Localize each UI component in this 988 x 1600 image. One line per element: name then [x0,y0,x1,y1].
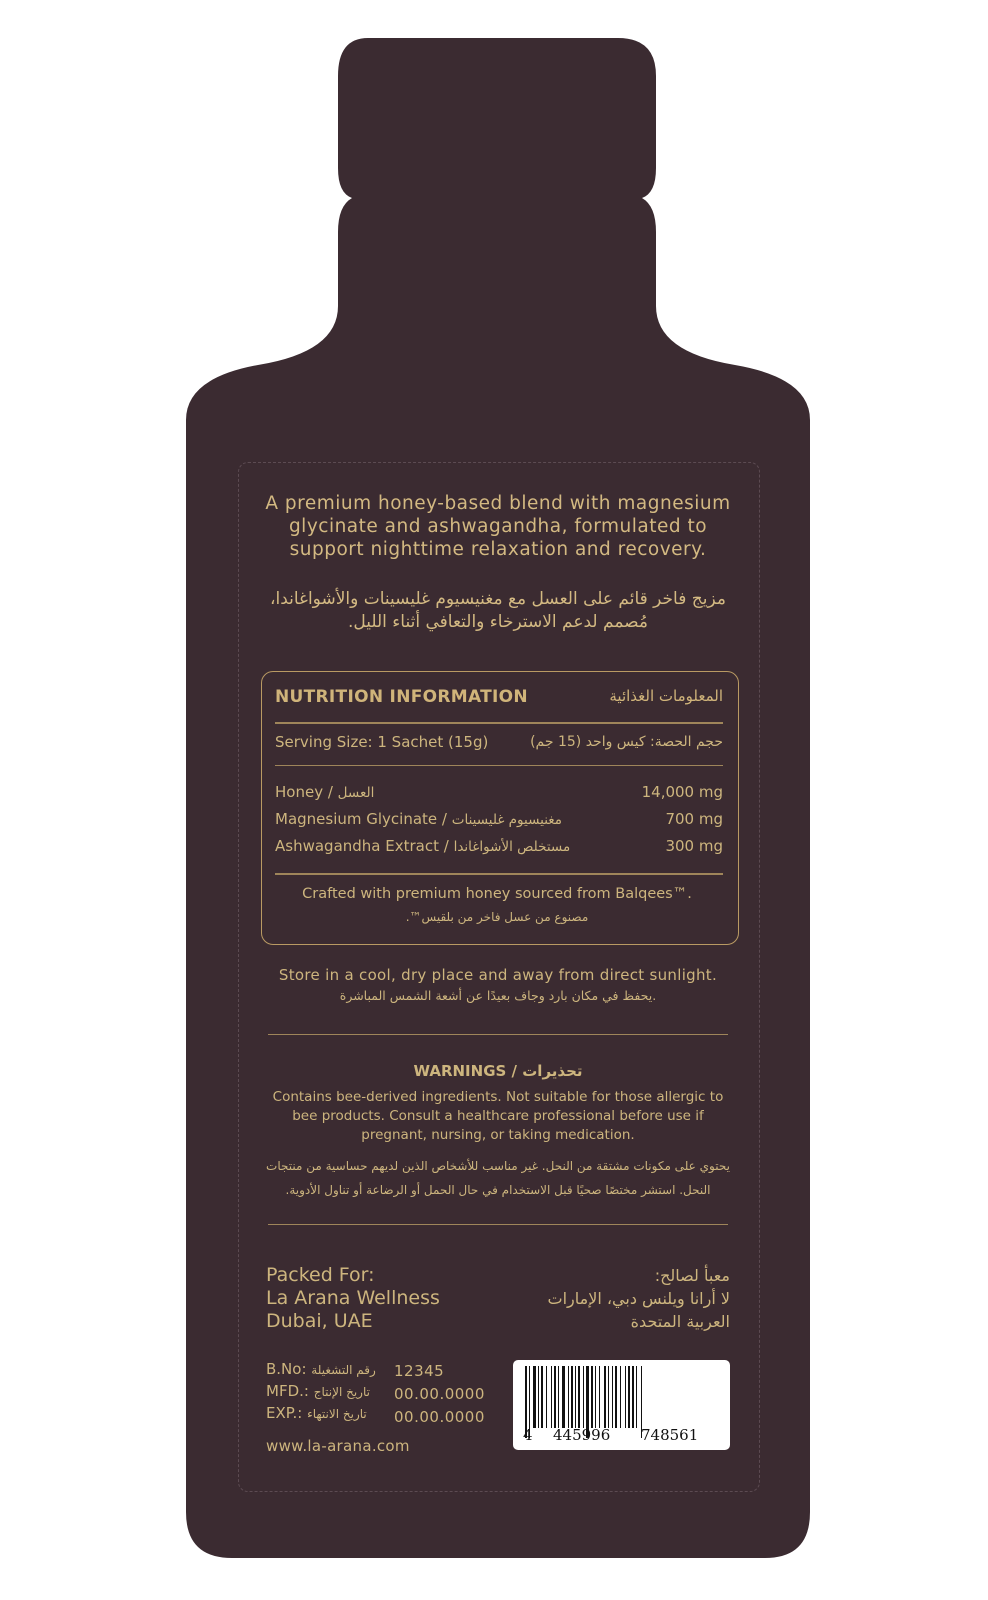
nutrition-title-ar: المعلومات الغذائية [609,687,723,705]
warnings-english: Contains bee-derived ingredients. Not suitable for those allergic to bee products. Consult a healthcare professional before use if pregnant, nursing, or taking medication. [272,1089,724,1143]
barcode-bar [578,1366,580,1428]
nutrient-label-ar: مغنيسيوم غليسينات [451,812,563,828]
nutrient-label-ar: مستخلص الأشواغاندا [453,839,571,855]
barcode-bar [591,1366,593,1428]
nutrient-label-ar: العسل [337,785,375,801]
barcode-bar [558,1366,559,1428]
mfd-value: 00.00.0000 [394,1385,485,1403]
nutrition-divider-2 [275,765,723,766]
barcode-bar [608,1366,609,1428]
nutrition-divider-3 [275,873,723,875]
intro-english: A premium honey-based blend with magnesium glycinate and ashwagandha, formulated to support nighttime relaxation and recovery. [265,493,731,560]
nutrient-row-ashwagandha [275,837,570,855]
barcode-bar [620,1366,621,1428]
mfd-label [266,1382,370,1400]
section-divider-2 [268,1224,728,1225]
barcode-bar [554,1366,556,1428]
nutrient-value-ashwagandha: 300 mg [665,837,723,855]
barcode-bar [636,1366,637,1428]
barcode-bar [628,1366,630,1428]
packed-for-en [266,1264,440,1333]
crafted-note-ar: مصنوع من عسل فاخر من بلقيس™. [405,910,589,924]
serving-size-en: Serving Size: 1 Sachet (15g) [275,733,489,751]
barcode-bar [625,1366,626,1428]
nutrient-label-en: Magnesium Glycinate / [275,810,447,828]
serving-size-ar: حجم الحصة: كيس واحد (15 جم) [530,734,723,750]
company-name: La Arana Wellness [266,1287,440,1309]
barcode-bar [551,1366,552,1428]
batch-number-label [266,1360,376,1378]
barcode-bar [575,1366,576,1428]
exp-value: 00.00.0000 [394,1408,485,1426]
intro-arabic: مزيج فاخر قائم على العسل مع مغنيسيوم غليسينات والأشواغاندا، مُصمم لدعم الاسترخاء والتعافي أثناء الليل. [270,589,726,632]
barcode-bar [615,1366,617,1428]
barcode-bar [562,1366,565,1428]
nutrient-label-en: Honey / [275,783,333,801]
barcode-bar [546,1366,547,1428]
company-location-ar: العربية المتحدة [630,1312,730,1331]
batch-number-label-ar: رقم التشغيلة [311,1363,376,1377]
barcode-bar [538,1366,539,1428]
barcode-first-digit: 4 [523,1426,533,1444]
barcode-left-group: 445996 [553,1426,611,1444]
batch-number-value: 12345 [394,1362,445,1380]
barcode-bar [612,1366,613,1428]
exp-label [266,1404,367,1422]
packed-for-ar [548,1264,730,1333]
company-location: Dubai, UAE [266,1310,373,1332]
barcode-bar [571,1366,573,1428]
barcode-bar [568,1366,569,1428]
nutrition-title-en: NUTRITION INFORMATION [275,687,528,707]
packed-for-label: Packed For: [266,1264,375,1286]
barcode-bar [604,1366,606,1428]
storage-arabic: يحفظ في مكان بارد وجاف بعيدًا عن أشعة الشمس المباشرة. [339,988,657,1003]
barcode-bar [595,1366,596,1428]
barcode [513,1360,730,1450]
nutrient-row-honey [275,783,374,801]
batch-number-label-en: B.No: [266,1360,307,1378]
nutrient-value-honey: 14,000 mg [641,783,723,801]
company-name-ar: لا أرانا ويلنس دبي، الإمارات [547,1289,730,1308]
warnings-title: WARNINGS / تحذيرات [413,1062,583,1080]
barcode-right-group: 748561 [641,1426,699,1444]
barcode-bar [632,1366,634,1428]
storage-english: Store in a cool, dry place and away from direct sunlight. [278,966,718,984]
nutrition-divider-1 [275,722,723,724]
crafted-note-en: Crafted with premium honey sourced from Balqees™. [302,886,692,902]
website-link[interactable]: www.la-arana.com [266,1437,410,1455]
mfd-label-en: MFD.: [266,1382,309,1400]
barcode-bar [583,1366,584,1428]
exp-label-en: EXP.: [266,1404,303,1422]
barcode-bar [541,1366,543,1428]
nutrient-label-en: Ashwagandha Extract / [275,837,449,855]
nutrition-panel [261,671,739,945]
nutrient-row-magnesium [275,810,562,828]
barcode-bar [533,1366,536,1428]
nutrient-value-magnesium: 700 mg [665,810,723,828]
packed-for-label-ar: معبأ لصالح: [654,1266,730,1285]
barcode-bar [599,1366,600,1428]
section-divider-1 [268,1034,728,1035]
mfd-label-ar: تاريخ الإنتاج [313,1385,370,1399]
exp-label-ar: تاريخ الانتهاء [307,1407,367,1421]
warnings-arabic: يحتوي على مكونات مشتقة من النحل. غير مناسب للأشخاص الذين لديهم حساسية من منتجات النحل. استشر مختصًا صحيًا قبل الاستخدام في حال الحمل أو الرضاعة أو تناول الأدوية. [266,1159,730,1197]
